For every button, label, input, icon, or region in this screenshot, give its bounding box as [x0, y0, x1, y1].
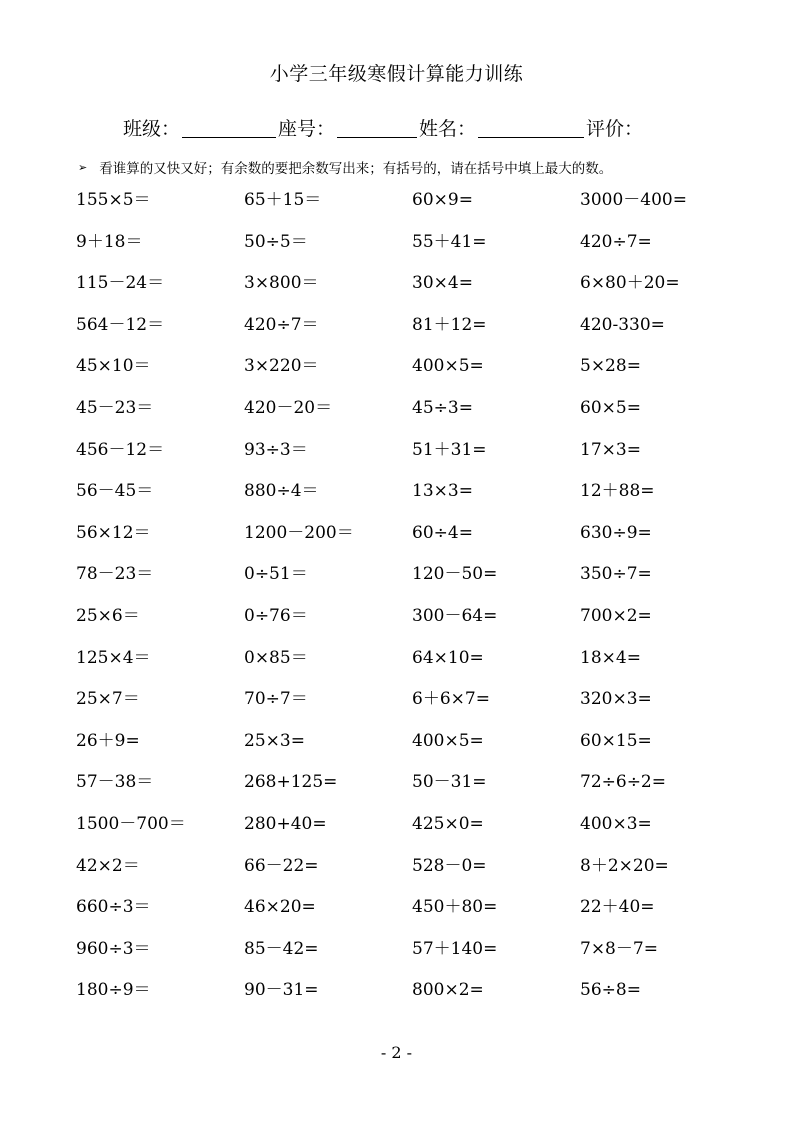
problem-cell: 6×80＋20= — [580, 273, 680, 294]
problem-cell: 660÷3＝ — [76, 897, 151, 918]
problem-cell: 22＋40= — [580, 897, 655, 918]
problem-cell: 125×4＝ — [76, 647, 151, 668]
problem-cell: 7×8－7= — [580, 938, 658, 959]
problem-cell: 1200－200＝ — [244, 522, 354, 543]
problem-cell: 420÷7= — [580, 231, 652, 252]
problem-cell: 155×5＝ — [76, 190, 151, 210]
problem-cell: 400×5= — [412, 730, 484, 751]
problem-cell: 56÷8= — [580, 980, 641, 1001]
problem-cell: 50÷5＝ — [244, 231, 308, 252]
problem-cell: 350÷7= — [580, 564, 652, 585]
problem-cell: 51＋31= — [412, 439, 487, 460]
problem-cell: 45×10＝ — [76, 356, 151, 377]
problem-cell: 60÷4= — [412, 522, 473, 543]
instruction-line — [78, 157, 612, 177]
problem-cell: 880÷4＝ — [244, 481, 319, 502]
problem-cell: 42×2＝ — [76, 855, 140, 876]
problem-cell: 425×0= — [412, 813, 484, 834]
problem-cell: 12＋88= — [580, 481, 655, 502]
problem-cell: 6＋6×7= — [412, 689, 490, 710]
name-blank — [478, 115, 584, 138]
problem-cell: 93÷3＝ — [244, 439, 308, 460]
evaluation-label: 评价： — [586, 118, 644, 140]
name-label: 姓名： — [419, 118, 477, 140]
problem-cell: 30×4= — [412, 273, 473, 294]
problem-cell: 960÷3＝ — [76, 938, 151, 959]
problem-cell: 700×2= — [580, 605, 652, 626]
problem-cell: 400×3= — [580, 813, 652, 834]
problem-cell: 78－23＝ — [76, 564, 154, 585]
student-info-row — [123, 114, 643, 141]
problem-cell: 18×4= — [580, 647, 641, 668]
problem-cell: 25×7＝ — [76, 689, 140, 710]
problem-cell: 3×800＝ — [244, 273, 319, 294]
problem-cell: 420-330= — [580, 314, 665, 335]
problem-cell: 450＋80= — [412, 897, 498, 918]
problem-cell: 26＋9= — [76, 730, 140, 751]
problem-cell: 56×12＝ — [76, 522, 151, 543]
problem-cell: 50－31= — [412, 772, 487, 793]
problem-cell: 3000－400= — [580, 190, 687, 210]
problem-cell: 1500－700＝ — [76, 813, 186, 834]
problem-cell: 268+125= — [244, 772, 338, 793]
problem-cell: 400×5= — [412, 356, 484, 377]
problem-cell: 3×220＝ — [244, 356, 319, 377]
problem-cell: 280+40= — [244, 813, 327, 834]
arrow-bullet-icon: ➢ — [78, 160, 88, 174]
instruction-text: 看谁算的又快又好；有余数的要把余数写出来；有括号的，请在括号中填上最大的数。 — [99, 161, 613, 177]
page-number: - 2 - — [380, 1043, 413, 1062]
problem-cell: 17×3= — [580, 439, 641, 460]
seat-label: 座号： — [278, 118, 336, 140]
problem-cell: 180÷9＝ — [76, 980, 151, 1001]
problem-cell: 5×28= — [580, 356, 641, 377]
problem-cell: 60×15= — [580, 730, 652, 751]
problem-cell: 60×9= — [412, 190, 473, 210]
seat-blank — [337, 115, 417, 138]
problem-cell: 57＋140= — [412, 938, 498, 959]
problem-cell: 456－12＝ — [76, 439, 165, 460]
problem-cell: 66－22= — [244, 855, 319, 876]
problem-cell: 420－20＝ — [244, 397, 333, 418]
problem-cell: 528－0= — [412, 855, 487, 876]
problem-cell: 64×10= — [412, 647, 484, 668]
problem-cell: 630÷9= — [580, 522, 652, 543]
problem-cell: 60×5= — [580, 397, 641, 418]
problem-cell: 57－38＝ — [76, 772, 154, 793]
problem-cell: 8＋2×20= — [580, 855, 669, 876]
problem-cell: 72÷6÷2= — [580, 772, 666, 793]
problem-cell: 120－50= — [412, 564, 498, 585]
problem-cell: 55＋41= — [412, 231, 487, 252]
problem-cell: 564－12＝ — [76, 314, 165, 335]
page-title: 小学三年级寒假计算能力训练 — [269, 63, 524, 85]
problem-cell: 0÷76＝ — [244, 605, 308, 626]
problem-cell: 46×20= — [244, 897, 316, 918]
problem-cell: 115－24＝ — [76, 273, 165, 294]
problem-cell: 320×3= — [580, 689, 652, 710]
problem-cell: 45－23＝ — [76, 397, 154, 418]
problem-cell: 65＋15＝ — [244, 190, 322, 210]
problem-cell: 70÷7＝ — [244, 689, 308, 710]
class-label: 班级： — [123, 118, 181, 140]
problem-cell: 0×85＝ — [244, 647, 308, 668]
problem-grid — [76, 186, 748, 1018]
problem-cell: 300－64= — [412, 605, 498, 626]
problem-cell: 85－42= — [244, 938, 319, 959]
problem-cell: 800×2= — [412, 980, 484, 1001]
problem-cell: 0÷51＝ — [244, 564, 308, 585]
problem-cell: 56－45＝ — [76, 481, 154, 502]
problem-cell: 45÷3= — [412, 397, 473, 418]
problem-cell: 25×3= — [244, 730, 305, 751]
problem-cell: 9＋18＝ — [76, 231, 143, 252]
problem-cell: 90－31= — [244, 980, 319, 1001]
problem-cell: 420÷7＝ — [244, 314, 319, 335]
problem-cell: 13×3= — [412, 481, 473, 502]
class-blank — [182, 115, 276, 138]
problem-cell: 25×6＝ — [76, 605, 140, 626]
problem-cell: 81＋12= — [412, 314, 487, 335]
